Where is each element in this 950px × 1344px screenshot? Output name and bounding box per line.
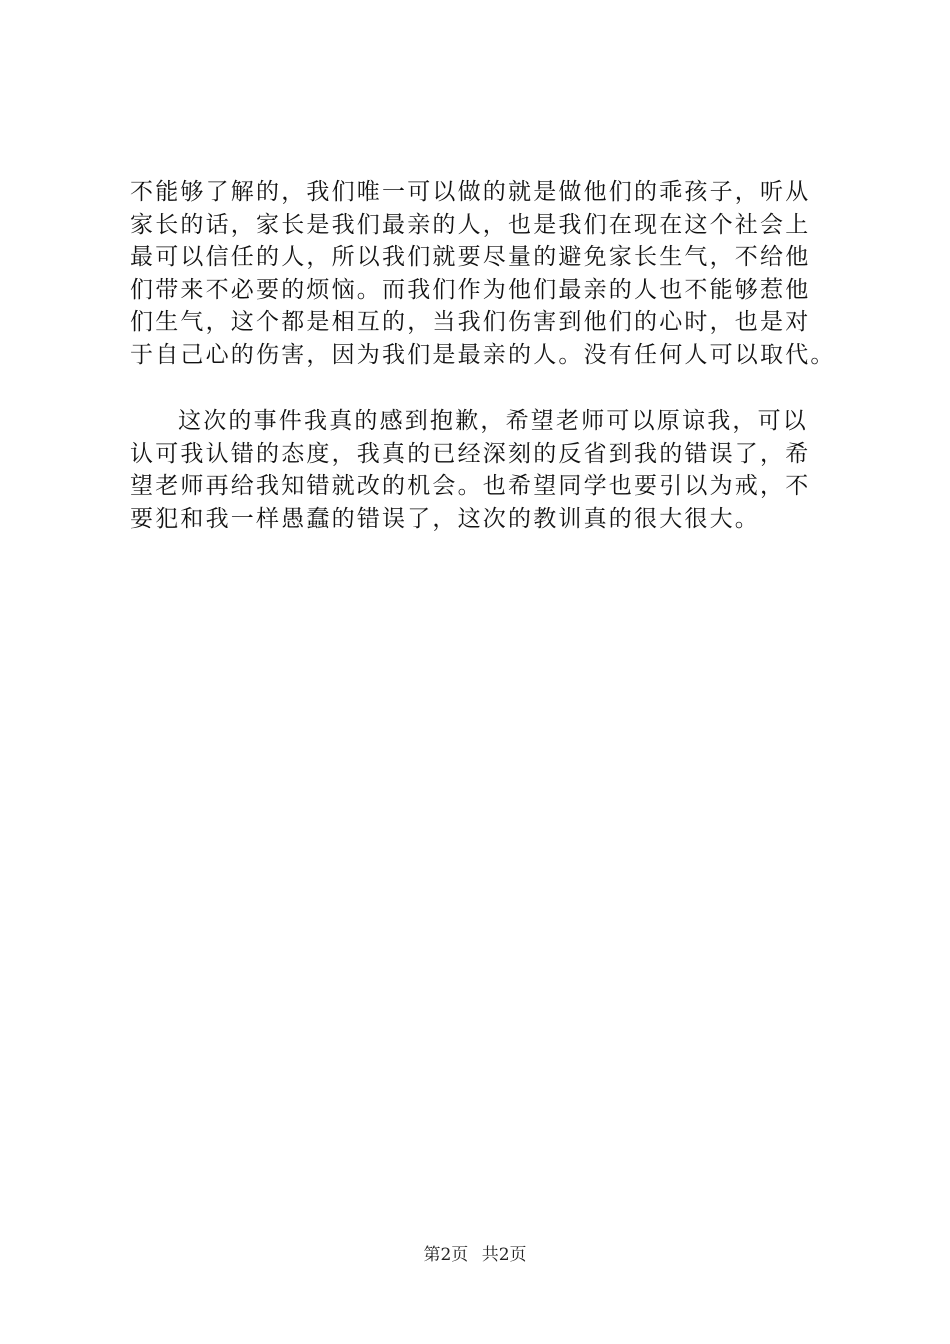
paragraph-1: [130, 176, 836, 371]
page-total: 共2页: [481, 1245, 527, 1265]
paragraph-2: [130, 405, 830, 535]
text-line: 望老师再给我知错就改的机会。也希望同学也要引以为戒，不: [130, 473, 811, 499]
text-line: 于自己心的伤害，因为我们是最亲的人。没有任何人可以取代。: [130, 341, 836, 368]
text-line: 不能够了解的，我们唯一可以做的就是做他们的乖孩子，听从: [130, 179, 811, 205]
text-line: 要犯和我一样愚蠢的错误了，这次的教训真的很大很大。: [130, 505, 760, 532]
text-line: 家长的话，家长是我们最亲的人，也是我们在现在这个社会上: [130, 211, 811, 238]
text-line: 们带来不必要的烦恼。而我们作为他们最亲的人也不能够惹他: [130, 276, 811, 303]
text-line: 这次的事件我真的感到抱歉，希望老师可以原谅我，可以: [178, 408, 808, 434]
text-line: 最可以信任的人，所以我们就要尽量的避免家长生气，不给他: [130, 244, 811, 270]
paragraph-spacer: [130, 371, 830, 405]
page-number: 第2页: [423, 1245, 469, 1265]
document-body: [130, 176, 836, 535]
text-line: 们生气，这个都是相互的，当我们伤害到他们的心时，也是对: [130, 309, 811, 335]
text-line: 认可我认错的态度，我真的已经深刻的反省到我的错误了，希: [130, 440, 811, 467]
page-footer: [0, 1243, 950, 1267]
